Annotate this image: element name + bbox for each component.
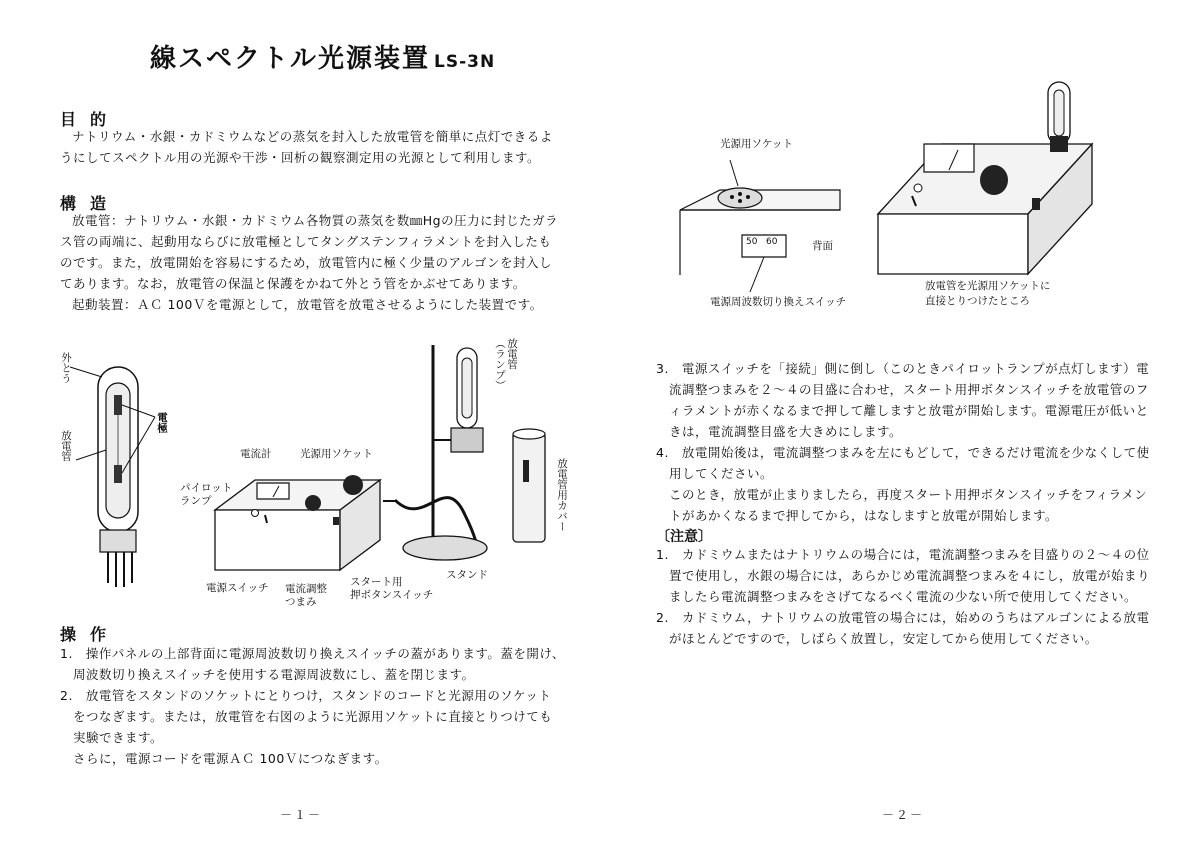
leader-line — [730, 160, 738, 186]
freq-switch-label: 電源周波数切り換えスイッチ — [710, 296, 847, 308]
knob-shape — [980, 165, 1008, 195]
note-line: がほとんどですので，しばらく放置し，安定してから使用してください。 — [656, 631, 1098, 646]
stand-label: スタンド — [446, 569, 488, 581]
direct-mount-label: 放電管を光源用ソケットに 直接とりつけたところ — [925, 280, 1051, 307]
operation-text — [60, 643, 565, 769]
structure-line: のです。また，放電開始を容易にするため，放電管内に極く少量のアルゴンを封入し — [60, 255, 553, 270]
current-knob-label: 電流調整 つまみ — [285, 583, 327, 608]
socket-hole — [738, 192, 742, 196]
ammeter-shape — [924, 144, 974, 172]
back-label: 背面 — [812, 240, 833, 252]
steps-text — [656, 358, 1150, 526]
tube-base-shape — [100, 530, 136, 552]
operation-line: 実験できます。 — [60, 730, 164, 745]
structure-line: 放電管：ナトリウム・水銀・カドミウム各物質の蒸気を数㎜Hgの圧力に封じたガラ — [72, 213, 559, 228]
cover-label: 放電管用カバー — [556, 458, 568, 532]
ammeter-label: 電流計 — [240, 448, 272, 460]
start-button-shape — [1032, 198, 1040, 210]
purpose-line: うにしてスペクトル用の光源や干渉・回析の観察測定用の光源として利用します。 — [60, 150, 541, 165]
starter-device-figure — [205, 455, 395, 585]
device-front-face — [215, 510, 340, 570]
notes-text — [656, 544, 1150, 649]
model-number: LS-3N — [434, 52, 496, 72]
direct-mount-figure — [872, 74, 1102, 284]
structure-heading: 構造 — [60, 194, 121, 213]
operation-heading: 操作 — [60, 625, 121, 644]
lamp-label: 放電管 （ランプ） — [494, 338, 518, 391]
leader-line — [70, 367, 102, 377]
step-line: 用してください。 — [656, 466, 774, 481]
socket-hole — [746, 195, 750, 199]
step-line: 3. 電源スイッチを「接続」側に倒し（このときパイロットランプが点灯します）電 — [656, 361, 1150, 376]
step-line: 流調整つまみを２～４の目盛に合わせ，スタート用押ボタンスイッチを放電管のフ — [656, 382, 1149, 397]
lamp-inner-shape — [1054, 90, 1064, 136]
operation-line: 2. 放電管をスタンドのソケットにとりつけ，スタンドのコードと光源用のソケット — [60, 688, 552, 703]
device-front-face — [878, 214, 1028, 274]
purpose-heading: 目的 — [60, 110, 121, 129]
step-line: ィラメントが赤くなるまで押して離しますと放電が開始します。電源電圧が低いと — [656, 403, 1149, 418]
cover-shape — [513, 432, 545, 542]
note-line: 1. カドミウムまたはナトリウムの場合には，電流調整つまみを目盛りの２～４の位 — [656, 547, 1150, 562]
socket-hole — [730, 195, 734, 199]
freq-60-label: 60 — [766, 237, 778, 247]
notes-heading: 〔注意〕 — [656, 529, 712, 545]
structure-text — [60, 210, 558, 315]
note-line: 2. カドミウム，ナトリウムの放電管の場合には，始めのうちはアルゴンによる放電 — [656, 610, 1150, 625]
upper-electrode-shape — [114, 395, 122, 415]
title-text: 線スペクトル光源装置 — [150, 44, 431, 74]
lamp-base-shape — [1050, 136, 1068, 152]
light-socket-label: 光源用ソケット — [300, 448, 373, 460]
step-line: きは，電流調整目盛を大きめにします。 — [656, 424, 903, 439]
discharge-tube-figure — [60, 355, 170, 605]
structure-line: てあります。なお，放電管の保温と保護をかねて外とう管をかぶせてあります。 — [60, 276, 526, 291]
pilot-lamp-label: パイロット ランプ — [180, 482, 233, 507]
note-line: ましたら電流調整つまみをさげてなるべく電流の少ない所で使用してください。 — [656, 589, 1138, 604]
cover-slot — [523, 460, 529, 482]
stand-figure — [385, 340, 575, 580]
knob-shape — [305, 495, 321, 511]
step-line: 4. 放電開始後は，電流調整つまみを左にもどして，できるだけ電流を少なくして使 — [656, 445, 1150, 460]
outer-tube-label: 外とう — [60, 352, 72, 384]
stand-base — [403, 536, 487, 560]
page-2 — [600, 0, 1200, 860]
socket-label: 光源用ソケット — [720, 138, 793, 150]
start-button-label: スタート用 押ボタンスイッチ — [350, 576, 434, 601]
structure-line: 起動装置：ＡＣ 100Ｖを電源として，放電管を放電させるようにした装置です。 — [72, 297, 543, 312]
socket-hole — [738, 199, 742, 203]
electrode-label: 電極 — [156, 412, 168, 433]
freq-50-label: 50 — [746, 237, 758, 247]
operation-line: さらに，電源コードを電源ＡＣ 100Ｖにつなぎます。 — [60, 751, 388, 766]
page-title — [150, 38, 495, 75]
purpose-text — [60, 126, 553, 168]
note-line: 置で使用し，水銀の場合には，あらかじめ電流調整つまみを４にし，放電が始まり — [656, 568, 1151, 583]
start-button-shape — [333, 517, 339, 525]
structure-line: ス管の両端に、起動用ならびに放電極としてタングステンフィラメントを封入したも — [60, 234, 552, 249]
leader-line — [750, 257, 764, 292]
power-switch-label: 電源スイッチ — [206, 582, 269, 594]
step-line: このとき，放電が止まりましたら，再度スタート用押ボタンスイッチをフィラメン — [656, 487, 1148, 502]
back-panel-figure — [680, 150, 840, 290]
operation-line: 周波数切り換えスイッチを使用する電源周波数にし、蓋を閉じます。 — [60, 667, 475, 682]
lamp-inner-shape — [462, 358, 472, 418]
lower-electrode-shape — [114, 465, 122, 483]
pilot-lamp-shape — [252, 510, 259, 517]
operation-line: をつなぎます。または，放電管を右図のように光源用ソケットに直接とりつけても — [60, 709, 553, 724]
page-number: －１－ — [280, 808, 323, 822]
discharge-tube-label: 放電管 — [60, 430, 72, 462]
cover-top — [513, 429, 545, 439]
socket-top-shape — [718, 188, 762, 208]
lamp-socket-shape — [451, 428, 483, 452]
socket-shape — [343, 475, 363, 495]
step-line: トがあかくなるまで押してから，はなしますと放電が開始します。 — [656, 508, 1059, 523]
page-number: －２－ — [882, 808, 925, 822]
purpose-line: ナトリウム・水銀・カドミウムなどの蒸気を封入した放電管を簡単に点灯できるよ — [72, 129, 553, 144]
pilot-lamp-shape — [914, 184, 922, 192]
operation-line: 1. 操作パネルの上部背面に電源周波数切り換えスイッチの蓋があります。蓋を開け、 — [60, 646, 565, 661]
